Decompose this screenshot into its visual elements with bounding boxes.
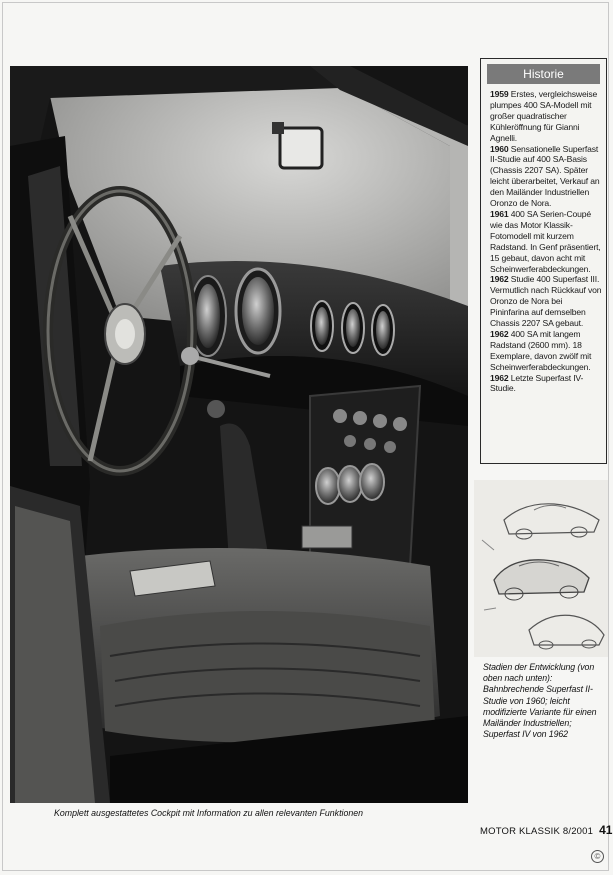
historie-text: Letzte Superfast IV-Studie.	[490, 372, 584, 394]
magazine-issue: MOTOR KLASSIK 8/2001	[480, 826, 594, 837]
page-footer	[480, 822, 613, 838]
historie-year: 1960	[490, 143, 509, 154]
cockpit-illustration	[10, 66, 468, 803]
historie-text: 400 SA Serien-Coupé wie das Motor Klassik-Fotomodell mit kurzem Radstand. In Genf präsentiert, 15 gebaut, davon acht mit Scheinwerferabdeckungen.	[490, 208, 601, 274]
historie-entry	[490, 373, 602, 395]
historie-entry	[490, 144, 602, 209]
historie-text: Erstes, vergleichsweise plumpes 400 SA-Modell mit großer quadratischer Kühleröffnung für Gianni Agnelli.	[490, 89, 598, 143]
historie-text: 400 SA mit langem Radstand (2600 mm). 18 Exemplare, davon zwölf mit Scheinwerferabdeckungen.	[490, 328, 592, 372]
historie-list	[490, 89, 602, 394]
historie-box	[480, 58, 607, 464]
sketch-illustration	[474, 480, 608, 657]
historie-entry	[490, 329, 602, 373]
photo-caption: Komplett ausgestattetes Cockpit mit Information zu allen relevanten Funktionen	[54, 808, 364, 818]
historie-title: Historie	[487, 64, 600, 84]
historie-year: 1962	[490, 274, 509, 285]
historie-text: Sensationelle Superfast II-Studie auf 400 SA-Basis (Chassis 2207 SA). Später leicht überarbeitet, Verkauf an den Mailänder Industriellen Oronzo de Nora.	[490, 143, 600, 209]
sketch-caption: Stadien der Entwicklung (von oben nach unten): Bahnbrechende Superfast II-Studie von 1960; leicht modifizierte Variante für einen Mailänder Industriellen; Superfast IV von 1962	[483, 662, 597, 740]
historie-year: 1962	[490, 328, 509, 339]
historie-entry	[490, 89, 602, 144]
historie-year: 1961	[490, 208, 509, 219]
historie-year: 1962	[490, 372, 509, 383]
historie-text: Studie 400 Superfast III. Vermutlich nach Rückkauf von Oronzo de Nora bei Pininfarina auf demselben Chassis 2207 SA gebaut.	[490, 274, 602, 329]
historie-entry	[490, 274, 602, 329]
development-sketch	[474, 480, 608, 657]
historie-year: 1959	[490, 89, 509, 99]
historie-entry	[490, 209, 602, 274]
page-number: 41	[599, 823, 613, 837]
copyright-icon: ©	[591, 850, 604, 863]
cockpit-photo	[10, 66, 468, 803]
